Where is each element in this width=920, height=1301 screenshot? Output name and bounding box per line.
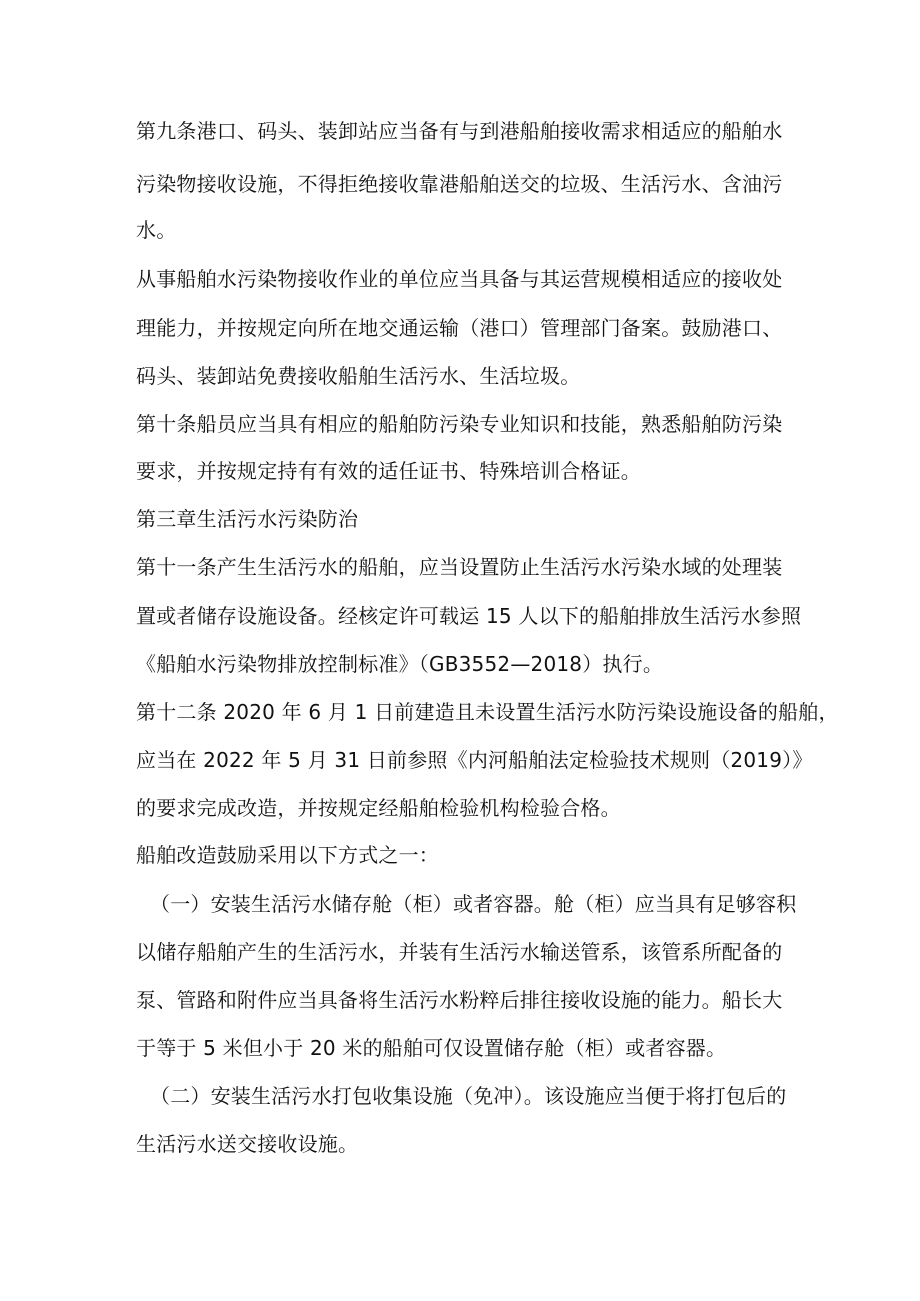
text-line: 第十一条产生生活污水的船舶，应当设置防止生活污水污染水域的处理装 [136,555,783,579]
text-line: 理能力，并按规定向所在地交通运输（港口）管理部门备案。鼓励港口、 [136,316,783,340]
text-line: 生活污水送交接收设施。 [136,1132,359,1156]
text-line: 以储存船舶产生的生活污水，并装有生活污水输送管系，该管系所配备的 [136,940,783,964]
text-line: 水。 [136,218,177,242]
text-line: 从事船舶水污染物接收作业的单位应当具备与其运营规模相适应的接收处 [136,267,783,291]
chapter-heading: 第三章生活污水污染防治 [136,507,359,531]
text-line: 船舶改造鼓励采用以下方式之一： [136,843,439,867]
text-line: 第十二条 2020 年 6 月 1 日前建造且未设置生活污水防污染设施设备的船舶， [136,700,839,724]
text-line: 污染物接收设施，不得拒绝接收靠港船舶送交的垃圾、生活污水、含油污 [136,172,783,196]
text-line: 泵、管路和附件应当具备将生活污水粉粹后排往接收设施的能力。船长大 [136,988,783,1012]
text-line: 第十条船员应当具有相应的船舶防污染专业知识和技能，熟悉船舶防污染 [136,412,783,436]
text-line: 于等于 5 米但小于 20 米的船舶可仅设置储存舱（柜）或者容器。 [136,1036,727,1060]
text-line: 应当在 2022 年 5 月 31 日前参照《内河船舶法定检验技术规则（2019）》 [136,748,813,772]
text-line: （一）安装生活污水储存舱（柜）或者容器。舱（柜）应当具有足够容积 [150,892,797,916]
text-line: 要求，并按规定持有有效的适任证书、特殊培训合格证。 [136,459,641,483]
text-line: 的要求完成改造，并按规定经船舶检验机构检验合格。 [136,796,621,820]
text-line: （二）安装生活污水打包收集设施（免冲）。该设施应当便于将打包后的 [150,1084,787,1108]
text-line: 码头、装卸站免费接收船舶生活污水、生活垃圾。 [136,364,581,388]
text-line: 第九条港口、码头、装卸站应当备有与到港船舶接收需求相适应的船舶水 [136,119,783,143]
text-line: 置或者储存设施设备。经核定许可载运 15 人以下的船舶排放生活污水参照 [136,604,802,628]
text-line: 《船舶水污染物排放控制标准》（GB3552—2018）执行。 [136,652,664,676]
